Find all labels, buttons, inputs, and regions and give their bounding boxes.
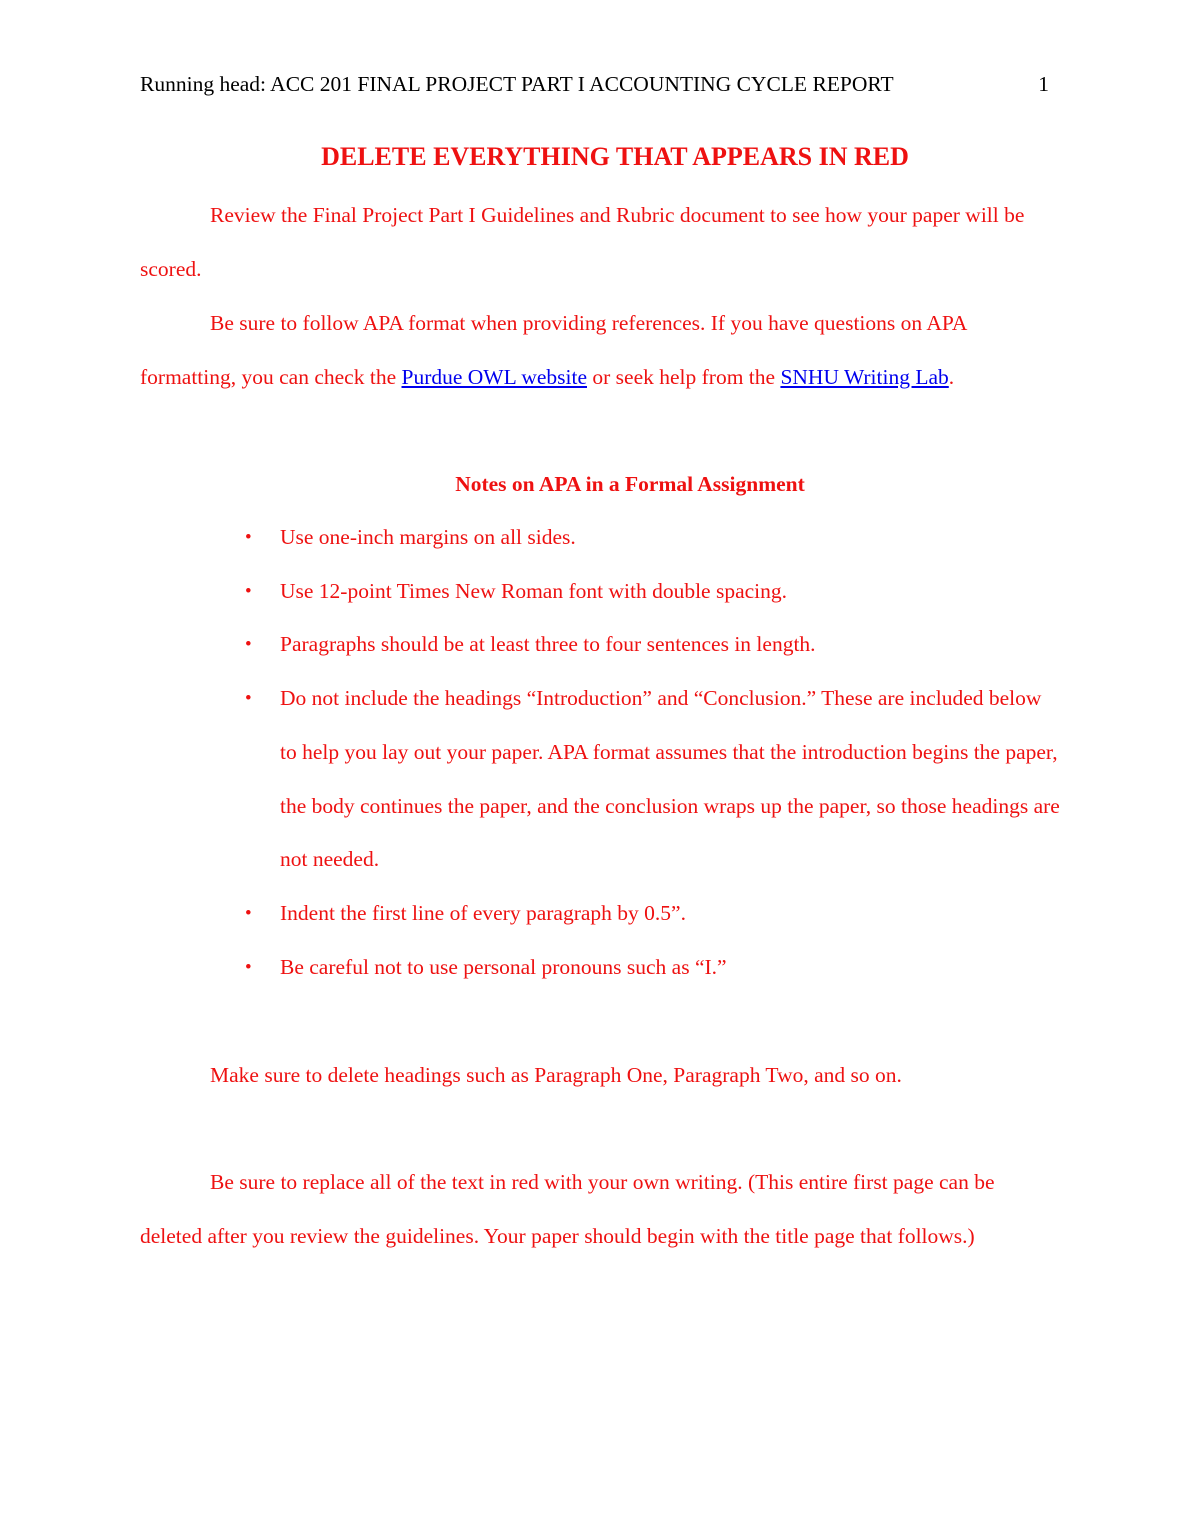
list-item: [245, 941, 1060, 995]
snhu-writing-lab-link[interactable]: SNHU Writing Lab: [780, 364, 949, 389]
apa-text-end: .: [948, 364, 955, 389]
list-item-text: Paragraphs should be at least three to four sentences in length.: [280, 632, 816, 657]
bullet-icon: •: [245, 527, 252, 548]
bullet-icon: •: [245, 688, 252, 710]
intro-paragraph-rubric: [140, 189, 1050, 296]
list-item: [245, 672, 1060, 887]
replace-text-paragraph: Be sure to replace all of the text in red with your own writing. (This entire first page can be deleted after you review the guidelines. Your paper should begin with the title page that follows.): [140, 1170, 995, 1248]
running-head: Running head: ACC 201 FINAL PROJECT PART I ACCOUNTING CYCLE REPORT: [140, 72, 894, 96]
list-item-text: Use one-inch margins on all sides.: [280, 525, 576, 549]
apa-text-middle: or seek help from the: [587, 364, 781, 389]
intro-paragraph-rubric-text: Review the Final Project Part I Guidelines and Rubric document to see how your paper will be scored.: [140, 203, 1025, 281]
page-header: [140, 70, 1049, 98]
list-item: [245, 618, 1060, 672]
list-item-text: Use 12-point Times New Roman font with double spacing.: [280, 578, 788, 603]
bullet-icon: •: [245, 580, 252, 602]
list-item-text: Do not include the headings “Introduction” and “Conclusion.” These are included below to help you lay out your paper. APA format assumes that the introduction begins the paper, the body continues the paper, and the conclusion wraps up the paper, so those headings are not needed.: [280, 686, 1060, 872]
bullet-icon: •: [245, 956, 252, 978]
apa-notes-list: [245, 511, 1060, 994]
list-item: [245, 887, 1060, 941]
list-item-text: Indent the first line of every paragraph by 0.5”.: [280, 900, 686, 925]
apa-text-start: Be sure to follow APA format when providing references. If you have questions on APA formatting, you can check the: [140, 311, 967, 389]
list-item: [245, 565, 1060, 619]
list-item: [245, 511, 1060, 565]
notes-heading: Notes on APA in a Formal Assignment: [455, 472, 805, 496]
delete-headings-paragraph: Make sure to delete headings such as Paragraph One, Paragraph Two, and so on.: [210, 1063, 902, 1087]
bullet-icon: •: [245, 634, 252, 656]
purdue-owl-link[interactable]: Purdue OWL website: [401, 364, 587, 389]
page-number: 1: [1038, 72, 1049, 96]
bullet-icon: •: [245, 902, 252, 924]
page-title: DELETE EVERYTHING THAT APPEARS IN RED: [321, 142, 909, 171]
intro-paragraph-apa: [140, 297, 1050, 404]
list-item-text: Be careful not to use personal pronouns such as “I.”: [280, 954, 727, 979]
